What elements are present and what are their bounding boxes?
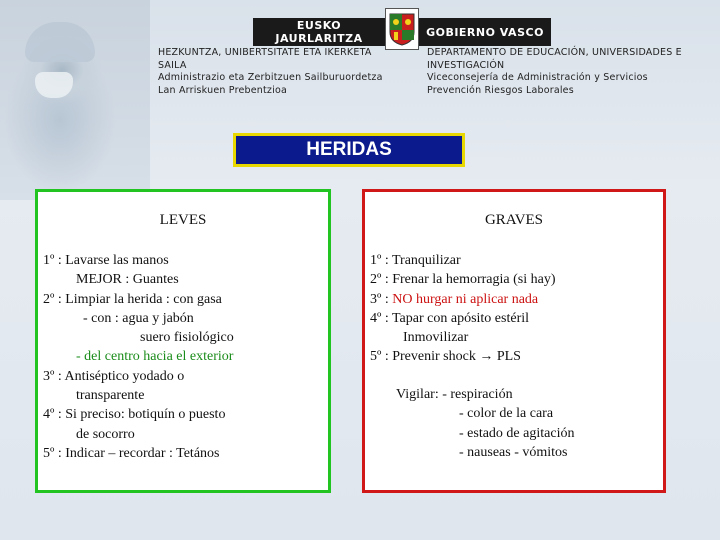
list-item [370, 251, 659, 270]
step-number: 3º : [370, 291, 389, 307]
step-number: 5º : [370, 349, 389, 365]
surgical-cap-shape [25, 22, 95, 62]
dept-left-line: Administrazio eta Zerbitzuen Sailburuordetza [158, 72, 383, 83]
step-number: 2º : [370, 272, 389, 288]
department-spanish [427, 47, 707, 97]
leves-heading: LEVES [159, 212, 207, 228]
step-text: Tranquilizar [391, 253, 461, 268]
list-item [370, 328, 659, 347]
step-text: Antiséptico yodado o [64, 368, 185, 384]
list-item [43, 328, 324, 347]
step-number: 1º : [43, 253, 62, 268]
step-text: Limpiar la herida : con gasa [65, 291, 222, 307]
step-text: MEJOR : Guantes [76, 272, 179, 288]
step-number: 1º : [370, 253, 389, 268]
step-text: Prevenir shock → PLS [392, 349, 521, 365]
step-text: Indicar – recordar : Tetános [65, 445, 220, 461]
list-item [43, 405, 324, 424]
dept-left-line: SAILA [158, 59, 187, 71]
dept-right-line: Viceconsejería de Administración y Servicios [427, 72, 648, 83]
department-basque [158, 47, 398, 97]
list-item [370, 270, 659, 289]
list-item [43, 367, 324, 386]
step-text: suero fisiológico [140, 330, 234, 346]
title-box [233, 133, 465, 167]
vigilar-item: - estado de agitación [459, 425, 575, 441]
vigilar-row [396, 424, 574, 443]
list-item [370, 290, 659, 309]
step-number: 5º : [43, 445, 62, 461]
dept-left-line: HEZKUNTZA, UNIBERTSITATE ETA IKERKETA [158, 47, 372, 58]
step-number: 3º : [43, 368, 62, 384]
step-text: Lavarse las manos [65, 253, 169, 268]
step-text: Tapar con apósito estéril [391, 310, 530, 326]
step-text: transparente [76, 388, 145, 404]
vigilar-row [396, 443, 574, 462]
surgical-mask-shape [35, 72, 73, 98]
step-number: 4º : [370, 310, 389, 326]
leves-panel [35, 189, 331, 493]
graves-heading: GRAVES [484, 212, 544, 228]
step-number: 2º : [43, 291, 62, 307]
coat-of-arms-icon [385, 8, 419, 50]
dept-right-line: INVESTIGACIÓN [427, 59, 505, 71]
list-item [370, 347, 659, 366]
step-text: Inmovilizar [403, 330, 469, 346]
dept-right-line: Prevención Riesgos Laborales [427, 84, 574, 96]
step-text: - con : agua y jabón [83, 310, 194, 326]
vigilar-item: - nauseas - vómitos [459, 444, 568, 460]
list-item [43, 270, 324, 289]
graves-panel [362, 189, 666, 493]
surgeon-photo [0, 0, 150, 200]
vigilar-row [396, 385, 574, 404]
list-item [43, 386, 324, 405]
page-title: HERIDAS [306, 139, 392, 160]
step-text: - del centro hacia el exterior [76, 349, 234, 365]
list-item [43, 251, 324, 270]
dept-right-line: DEPARTAMENTO DE EDUCACIÓN, UNIVERSIDADES E [427, 47, 682, 58]
step-text: Frenar la hemorragia (si hay) [392, 272, 556, 288]
banner-right-text: GOBIERNO VASCO [426, 25, 544, 39]
banner-left-text: EUSKO JAURLARITZA [275, 19, 363, 45]
vigilar-item: - color de la cara [459, 406, 554, 422]
list-item-highlight [43, 347, 324, 366]
step-text-highlight: NO hurgar ni aplicar nada [392, 291, 539, 307]
list-item [370, 309, 659, 328]
vigilar-row [396, 404, 574, 423]
dept-left-line: Lan Arriskuen Prebentzioa [158, 84, 287, 96]
list-item [43, 309, 324, 328]
vigilar-block [396, 385, 574, 462]
vigilar-item: - respiración [442, 387, 513, 402]
leves-list [43, 251, 324, 463]
list-item [43, 290, 324, 309]
list-item [43, 425, 324, 444]
government-banner [253, 18, 551, 46]
step-text: de socorro [76, 426, 135, 442]
graves-list [370, 251, 659, 367]
step-number: 4º : [43, 407, 62, 423]
list-item [43, 444, 324, 463]
vigilar-label: Vigilar: [396, 387, 439, 402]
step-text: Si preciso: botiquín o puesto [65, 407, 226, 423]
